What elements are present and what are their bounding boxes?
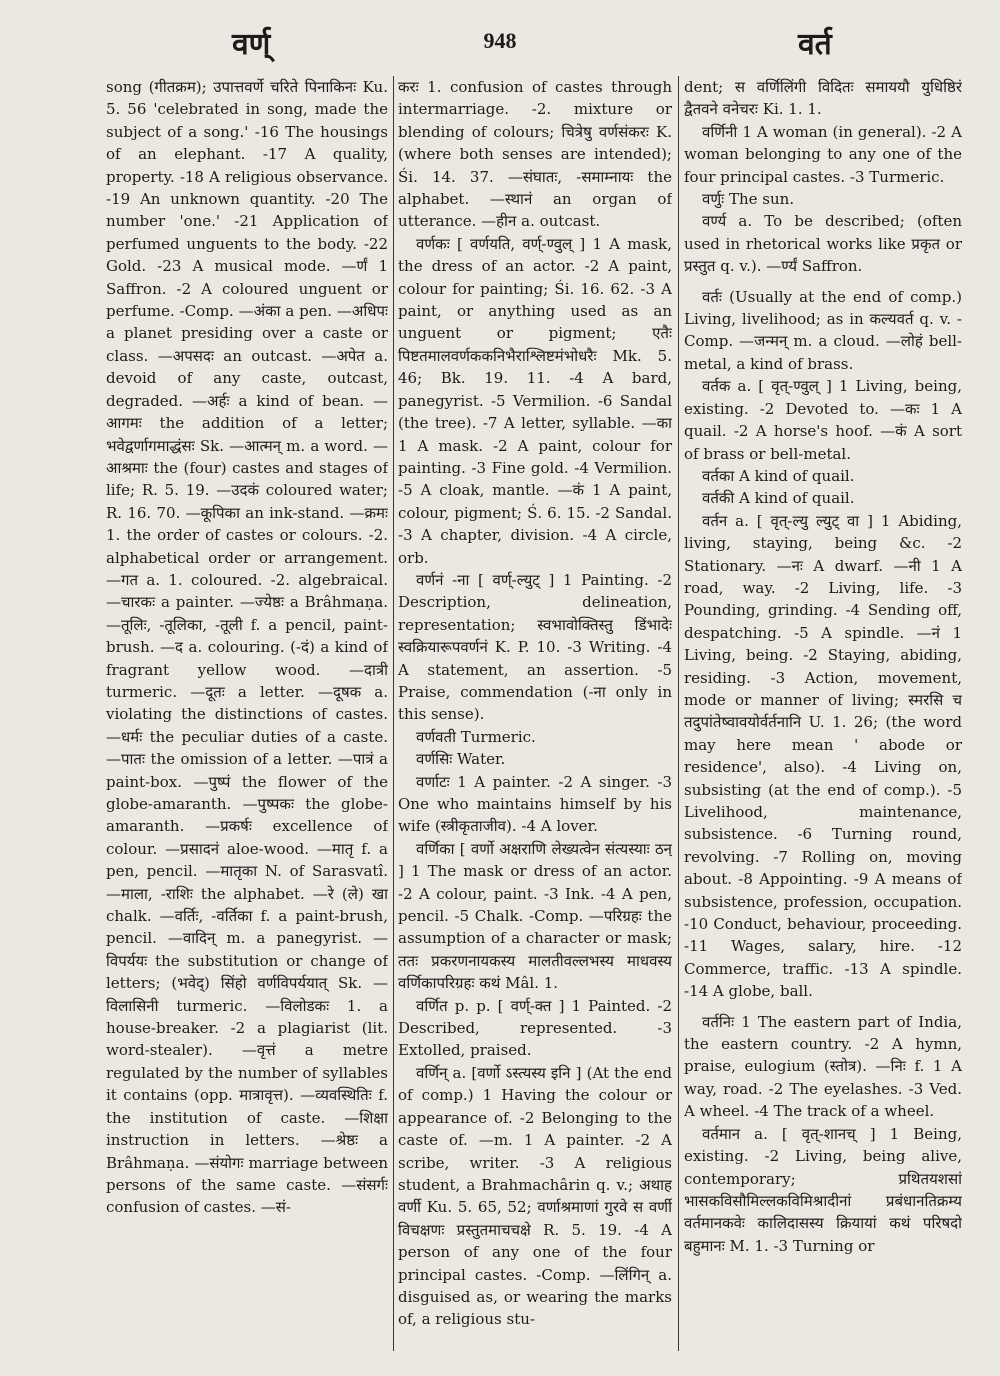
entry-vartaka-2: वर्तका A kind of quail. [702,466,855,485]
column-divider [678,76,679,1351]
header-left-word: वर्ण् [232,27,271,62]
entry-vartaki: वर्तकी A kind of quail. [702,489,855,508]
entry-vartaka: वर्तक a. [ वृत्-ण्वुल् ] 1 Living, being, existing. -2 Devoted to. —कः 1 A quail. -2 A horse's hoof. —कं A sort of brass or bell-metal. [684,377,962,463]
entry-varnya: वर्ण्य a. To be described; (often used in rhetorical works like प्रकृत or प्रस्तुत q. v.). —र्ण्यं Saffron. [684,212,962,276]
entry-paragraph: करः 1. confusion of castes through intermarriage. -2. mixture or blending of colours; चित्रेषु वर्णसंकरः K. (where both senses are intended); Śi. 14. 37. —संघातः, -समाम्नायः the alphabet. —स्थानं an organ of utterance. —हीन a. outcast. [398,78,672,231]
entry-varta: वर्तः (Usually at the end of comp.) Living, livelihood; as in कल्यवर्त q. v. -Comp. —जन्मन् m. a cloud. —लोहं bell-metal, a kind of brass. [684,287,962,373]
entry-vartamana: वर्तमान a. [ वृत्-शानच् ] 1 Being, existing. -2 Living, being alive, contemporary; प्रथितयशसां भासकविसौमिल्लकविमिश्रादीनां प्रबंधानतिक्रम्य वर्तमानकवेः कालिदासस्य क्रियायां कथं परिषदो बहुमानः M. 1. -3 Turning or [684,1124,962,1255]
entry-varnin: वर्णिन् a. [वर्णो ऽस्त्यस्य इनि ] (At the end of comp.) 1 Having the colour or appearance of. -2 Belonging to the caste of. —m. 1 A painter. -2 A scribe, writer. -3 A religious student, a Brahmachârin q. v.; अथाह वर्णी Ku. 5. 65, 52; वर्णाश्रमाणां गुरवे स वर्णी विचक्षणः प्रस्तुतमाचचक्षे R. 5. 19. -4 A person of any one of the four principal castes. -Comp. —लिंगिन् a. disguised as, or wearing the marks of, a religious stu- [398,1063,672,1329]
header-right-word: वर्त [798,27,832,62]
entry-vartani: वर्तनिः 1 The eastern part of India, the eastern country. -2 A hymn, praise, eulogium (स्तोत्र). —निः f. 1 A way, road. -2 The eyelashes. -3 Ved. A wheel. -4 The track of a wheel. [684,1012,962,1121]
column-1 [106,76,388,1361]
entry-varnata: वर्णाटः 1 A painter. -2 A singer. -3 One who maintains himself by his wife (स्त्रीकृताजीव). -4 A lover. [398,772,672,836]
column-divider [393,76,394,1351]
entry-varnu: वर्णुः The sun. [702,190,795,209]
entry-varnavati: वर्णवती Turmeric. [416,727,536,746]
entry-varnasi: वर्णसिः Water. [416,750,506,769]
column-3 [684,76,962,1361]
page-number: 948 [483,28,517,53]
entry-varnika: वर्णिका [ वर्णो अक्षराणि लेख्यत्वेन संत्यस्याः ठन् ] 1 The mask or dress of an actor. -2 A colour, paint. -3 Ink. -4 A pen, pencil. -5 Chalk. -Comp. —परिग्रहः the assumption of a character or mask; ततः प्रकरणनायकस्य मालतीवल्लभस्य माधवस्य वर्णिकापरिग्रहः कथं Mâl. 1. [398,839,672,993]
entry-vartana: वर्तन a. [ वृत्-ल्यु ल्युट् वा ] 1 Abiding, living, staying, being &c. -2 Stationary. —नः A dwarf. —नी 1 A road, way. -2 Living, life. -3 Pounding, grinding. -4 Sending off, despatching. -5 A spindle. —नं 1 Living, being. -2 Staying, abiding, residing. -3 Action, movement, mode or manner of living; स्मरसि च तदुपांतेष्वावयोर्वर्तनानि U. 1. 26; (the word may here mean ' abode or residence', also). -4 Living on, subsisting (at the end of comp.). -5 Livelihood, maintenance, subsistence. -6 Turning round, revolving. -7 Rolling on, moving about. -8 Appointing. -9 A means of subsistence, profession, occupation. -10 Conduct, behaviour, proceeding. -11 Wages, salary, hire. -12 Commerce, traffic. -13 A spindle. -14 A globe, ball. [684,511,962,1001]
column-2 [398,76,672,1361]
entry-varnaka: वर्णकः [ वर्णयति, वर्ण्-ण्वुल् ] 1 A mask, the dress of an actor. -2 A paint, colour for painting; Śi. 16. 62. -3 A paint, or anything used as an unguent or pigment; एतैः पिष्टतमालवर्णककनिभैराश्लिष्टमंभोधरैः Mk. 5. 46; Bk. 19. 11. -4 A bard, panegyrist. -5 Vermilion. -6 Sandal (the tree). -7 A letter, syllable. —का 1 A mask. -2 A paint, colour for painting. -3 Fine gold. -4 Vermilion. -5 A cloak, mantle. —कं 1 A paint, colour, pigment; Ś. 6. 15. -2 Sandal. -3 A chapter, division. -4 A circle, orb. [398,234,672,567]
entry-paragraph: dent; स वर्णिलिंगी विदितः समाययौ युधिष्ठिरं द्वैतवने वनेचरः Ki. 1. 1. [684,78,962,119]
entry-paragraph: song (गीतक्रम); उपात्तवर्णे चरिते पिनाकिनः Ku. 5. 56 'celebrated in song, made the subject of a song.' -16 The housings of an elephant. -17 A quality, property. -18 A religious observance. -19 An unknown quantity. -20 The number 'one.' -21 Application of perfumed unguents to the body. -22 Gold. -23 A musical mode. —र्णं 1 Saffron. -2 A coloured unguent or perfume. -Comp. —अंका a pen. —अधिपः a planet presiding over a caste or class. —अपसदः an outcast. —अपेत a. devoid of any caste, outcast, degraded. —अर्हः a kind of bean. —आगमः the addition of a letter; भवेद्वर्णागमाद्धंसः Sk. —आत्मन् m. a word. —आश्रमाः the (four) castes and stages of life; R. 5. 19. —उदकं coloured water; R. 16. 70. —कूपिका an ink-stand. —क्रमः 1. the order of castes or colours. -2. alphabetical order or arrangement. —गत a. 1. coloured. -2. algebraical. —चारकः a painter. —ज्येष्ठः a Brâhmaṇa. —तूलिः, -तूलिका, -तूली f. a pencil, paint-brush. —द a. colouring. (-दं) a kind of fragrant yellow wood. —दात्री turmeric. —दूतः a letter. —दूषक a. violating the distinctions of castes. —धर्मः the peculiar duties of a caste. —पातः the omission of a letter. —पात्रं a paint-box. —पुष्पं the flower of the globe-amaranth. —पुष्पकः the globe-amaranth. —प्रकर्षः excellence of colour. —प्रसादनं aloe-wood. —मातृ f. a pen, pencil. —मातृका N. of Sarasvatî. —माला, -राशिः the alphabet. —रे (ले) खा chalk. —वर्तिः, -वर्तिका f. a paint-brush, pencil. —वादिन् m. a panegyrist. —विपर्ययः the substitution or change of letters; (भवेद्) सिंहो वर्णविपर्ययात् Sk. —विलासिनी turmeric. —विलोडकः 1. a house-breaker. -2 a plagiarist (lit. word-stealer). —वृत्तं a metre regulated by the number of syllables it contains (opp. मात्रावृत्त). —व्यवस्थितिः f. the institution of caste. —शिक्षा instruction in letters. —श्रेष्ठः a Brâhmaṇa. —संयोगः marriage between persons of the same caste. —संसर्गः confusion of castes. —सं- [106,78,388,1217]
entry-varnana: वर्णनं -ना [ वर्ण्-ल्युट् ] 1 Painting. -2 Description, delineation, representation; स्वभावोक्तिस्तु डिंभादेः स्वक्रियारूपवर्णनं K. P. 10. -3 Writing. -4 A statement, an assertion. -5 Praise, commendation (-ना only in this sense). [398,570,672,724]
entry-varnini: वर्णिनी 1 A woman (in general). -2 A woman belonging to any one of the four principal castes. -3 Turmeric. [684,122,962,186]
entry-varnita: वर्णित p. p. [ वर्ण्-क्त ] 1 Painted. -2 Described, represented. -3 Extolled, praised. [398,996,672,1060]
